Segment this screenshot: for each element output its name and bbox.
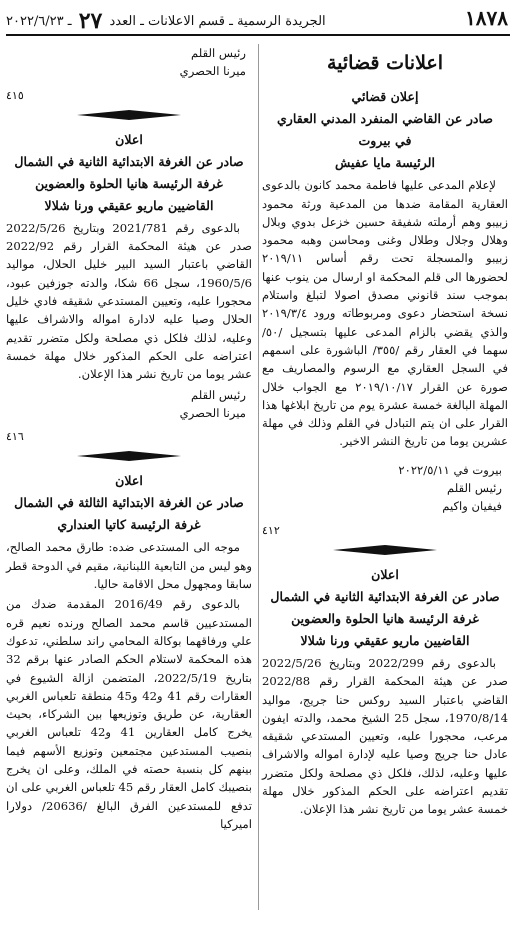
page-header	[0, 0, 516, 36]
ornament-divider	[6, 450, 252, 464]
notice-title-line: صادر عن الغرفة الابتدائية الثالثة في الشمال	[14, 495, 244, 511]
notice-intro: موجه الى المستدعى ضده: طارق محمد الصالح، وهو ليس من التابعية اللبنانية، مقيم في الدوحة قطر سابقا ومجهول محل الاقامة حاليا.	[6, 540, 252, 592]
issue-date: ـ ٢٠٢٢/٦/٢٣	[6, 14, 72, 29]
notice-title-line: غرفة الرئيسة هانيا الحلوة والعضوين	[35, 175, 223, 191]
signature-name: ميرنا الحصري	[179, 64, 246, 79]
notice-title-line: غرفة الرئيسة كاتيا العنداري	[57, 517, 201, 533]
notice-body: لإعلام المدعى عليها فاطمة محمد كانون بالدعوى العقارية المقامة ضدها من المدعية ورثة محمود زبيبو وهم أرملته شفيقة حسين خزعل بدوي وبلال وهلال وجلال وطلال وغنى ومحاسن وهبه محمود زبيبو والمسجلة تحت رقم أساس ٢٠١٩/١١ لحضورها الى قلم المحكمة او ارسال من ينوب عنها بموجب سند قانوني مصدق اصولا لتبلغ واستلام نسخة استحضار دعوى ومربوطاته ورود ٢٠١٩/٣/٤ والذي يقضي بالزام المدعى عليها بتسجيل /٥٠/ سهما في العقار رقم /٣٥٥/ الباشورة على اسمهم في السجل العقاري مع الرسوم والمصاريف مع صورة عن القرار ٢٠١٩/١٠/١٧ مع الجواب خلال المهلة البالغة خمسة عشرة يوم من تاريخ ابلاغها هذا القرار على ان يتم التبادل في القلم وذلك في مهلة عشرين يوما من تاريخ النشر الاخير.	[262, 178, 508, 449]
notice-heading: اعلان	[115, 131, 143, 147]
notice-2	[262, 564, 508, 819]
notice-body: بالدعوى رقم 2022/299 وبتاريخ 2022/5/26 صدر عن هيئة المحكمة القرار رقم 2022/88 القاضي باعتبار السيد روكس حنا جريج، مواليد 1970/8/14، سجل 25 الشيخ محمد، والدته ايفون مرعب، محجورا عليه، وتعيين المستدعي شقيقه عادل حنا جريج وصيا عليه لإدارة امواله والاشراف عليها وعليه، لذلك، فلكل ذي مصلحة ولكل متضرر تقديم اعتراضه على الحكم المذكور خلال مهلة خمسة عشر يوما من تاريخ نشر هذا الإعلان.	[262, 655, 508, 817]
notice-title-line: القاضيين ماريو عقيقي ورنا شلالا	[300, 632, 470, 648]
notice-title-line: صادر عن الغرفة الابتدائية الثانية في الشمال	[14, 153, 244, 169]
issue-number: ٢٧	[78, 8, 103, 34]
section-title: اعلانات قضائية	[326, 52, 444, 74]
signature-name: ميرنا الحصري	[179, 405, 246, 420]
gazette-header-line	[6, 8, 326, 34]
notice-heading: اعلان	[115, 473, 143, 489]
notice-3	[6, 129, 252, 422]
notice-title-line: غرفة الرئيسة هانيا الحلوة والعضوين	[291, 610, 479, 626]
page-number: ١٨٧٨	[465, 6, 508, 30]
header-rule	[6, 34, 510, 36]
notice-heading: اعلان	[371, 566, 399, 582]
right-column	[262, 44, 508, 821]
signature-role: رئيس القلم	[447, 481, 502, 496]
signature-name: فيفيان واكيم	[442, 499, 502, 514]
notice-number: ٤١٦	[6, 430, 24, 444]
gazette-name: الجريدة الرسمية ـ قسم الاعلانات ـ العدد	[109, 14, 326, 29]
notice-title-line: القاضيين ماريو عقيقي ورنا شلالا	[44, 197, 214, 213]
notice-number: ٤١٥	[6, 88, 24, 102]
notice-number: ٤١٢	[262, 523, 280, 537]
notice-title-line: الرئيسة مايا عفيش	[334, 155, 435, 171]
notice-title-line: صادر عن القاضي المنفرد المدني العقاري	[276, 111, 494, 127]
ornament-divider	[6, 109, 252, 123]
ornament-divider	[262, 544, 508, 558]
notice-heading: إعلان قضائي	[351, 89, 419, 105]
notice-4	[6, 470, 252, 833]
signature-role: رئيس القلم	[191, 46, 246, 60]
notice-title-line: في بيروت	[358, 133, 412, 149]
left-column	[6, 44, 252, 835]
notice-1	[262, 86, 508, 515]
notice-body: بالدعوى رقم 2016/49 المقدمة ضدك من المستدعيين قاسم محمد الصالح ورنده نعيم قره علي ورفاقهما بوكالة المحامي راند سلطني، تدعوك هذه المحكمة لاستلام الحكم الصادر عنها برقم 32 بتاريخ 2022/5/19، المتضمن ازالة الشيوع في العقارات رقم 41 و42 و45 منطقة تلعباس الغربي العقارية، عن طريق وتوزيعها بين الشركاء، بحيث يخرج كامل العقارين 41 و42 تلعباس الغربي بنصيب المستدعين مجتمعين وتوزيع الأسهم فيما بينهم كل بنسبة حصته في الملك، وعلى ان يخرج بنصيبك كامل العقار رقم 45 تلعباس الغربي على ان تدفع للمستدعين الفرق البالغ /20636/ دولارا اميركيا	[6, 597, 253, 831]
notice-date-line: بيروت في ٢٠٢٢/٥/١١	[398, 462, 502, 477]
column-divider	[258, 44, 259, 910]
signature-role: رئيس القلم	[191, 387, 246, 402]
notice-title-line: صادر عن الغرفة الابتدائية الثانية في الشمال	[270, 588, 500, 604]
notice-body: بالدعوى رقم 2021/781 وبتاريخ 2022/5/26 صدر عن هيئة المحكمة القرار رقم 2022/92 القاضي باعتبار السيد البير خليل الحلال، مواليد 1960/5/6، سجل 66 شكا، والدته جوزفين عبود، محجورا عليه، وتعيين المستدعي شقيقه فادي خليل الحلال وصيا عليه لادارة امواله والاشراف عليها وعليه، لذلك فلكل ذي مصلحة ولكل متضرر تقديم اعتراضه على الحكم المذكور خلال مهلة خمسة عشر يوما من تاريخ نشر هذا الإعلان.	[6, 220, 252, 382]
